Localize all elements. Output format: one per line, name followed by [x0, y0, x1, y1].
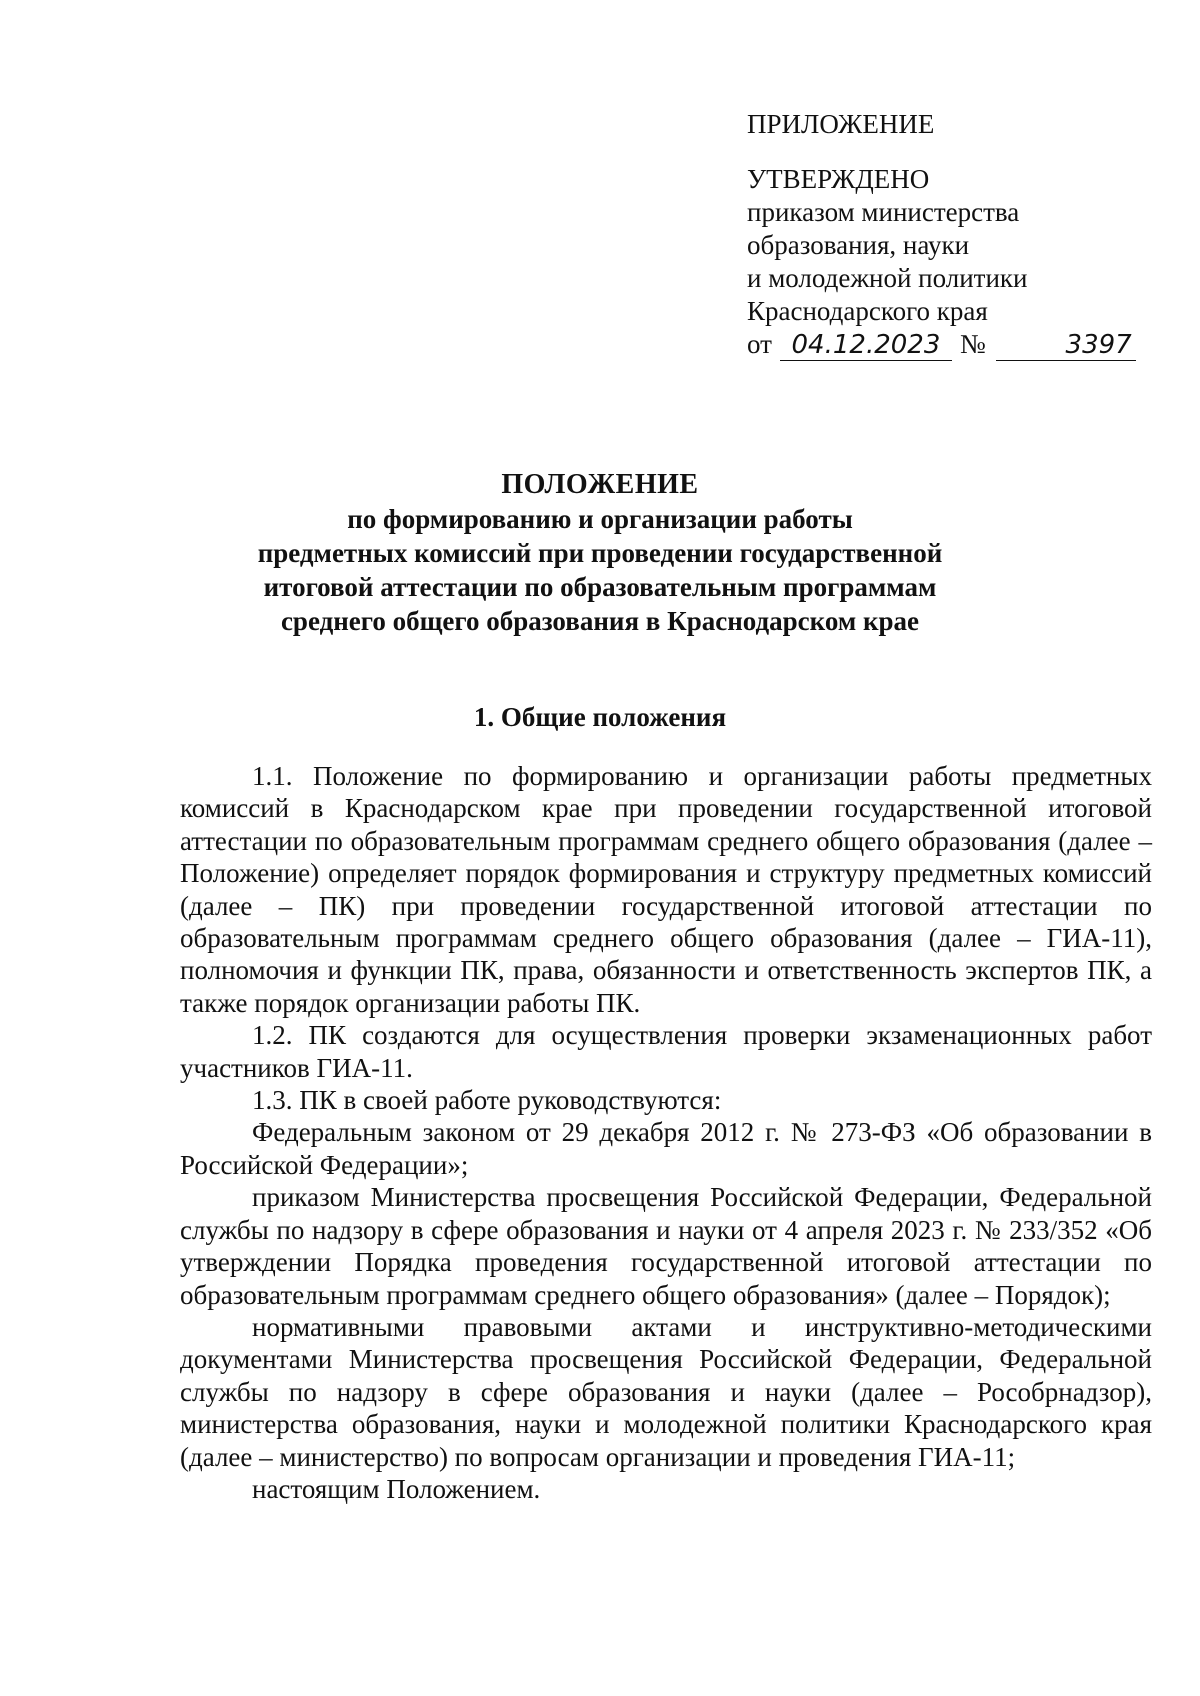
document-title — [150, 468, 1050, 638]
title-line: по формированию и организации работы — [347, 504, 853, 534]
order-number-sign: № — [959, 329, 986, 359]
approval-line: Краснодарского края — [747, 296, 988, 326]
order-number-handwritten: 3397 — [996, 330, 1136, 361]
order-prefix: от — [747, 329, 772, 359]
section-body — [180, 760, 1152, 1505]
section-heading: 1. Общие положения — [473, 702, 727, 732]
title-line: предметных комиссий при проведении государственной — [257, 538, 943, 568]
title-main: ПОЛОЖЕНИЕ — [501, 469, 699, 500]
order-date-handwritten: 04.12.2023 — [780, 330, 952, 361]
approval-stamp-block — [747, 108, 1147, 361]
paragraph: 1.2. ПК создаются для осуществления проверки экзаменационных работ участников ГИА-11. — [180, 1020, 1152, 1083]
approval-line: образования, науки — [747, 230, 970, 260]
paragraph: настоящим Положением. — [252, 1473, 541, 1504]
order-reference — [747, 328, 1147, 361]
paragraph: Федеральным законом от 29 декабря 2012 г. № 273-ФЗ «Об образовании в Российской Федерации»; — [180, 1117, 1152, 1180]
approved-label: УТВЕРЖДЕНО — [747, 164, 930, 194]
paragraph: нормативными правовыми актами и инструктивно-методическими документами Министерства просвещения Российской Федерации, Федеральной службы по надзору в сфере образования и науки (далее – Рособрнадзор), министерства образования, науки и молодежной политики Краснодарского края (далее – министерство) по вопросам организации и проведения ГИА-11; — [180, 1311, 1152, 1472]
approval-line: и молодежной политики — [747, 263, 1028, 293]
paragraph: 1.1. Положение по формированию и организации работы предметных комиссий в Краснодарском крае при проведении государственной итоговой аттестации по образовательным программам среднего общего образования (далее – Положение) определяет порядок формирования и структуру предметных комиссий (далее – ПК) при проведении государственной итоговой аттестации по образовательным программам среднего общего образования (далее – ГИА-11), полномочия и функции ПК, права, обязанности и ответственность экспертов ПК, а также порядок организации работы ПК. — [180, 761, 1152, 1018]
title-line: итоговой аттестации по образовательным программам — [263, 572, 937, 602]
paragraph: 1.3. ПК в своей работе руководствуются: — [252, 1085, 722, 1116]
approval-line: приказом министерства — [747, 197, 1020, 227]
title-line: среднего общего образования в Краснодарском крае — [280, 606, 920, 636]
appendix-label: ПРИЛОЖЕНИЕ — [747, 109, 935, 139]
paragraph: приказом Министерства просвещения Российской Федерации, Федеральной службы по надзору в сфере образования и науки от 4 апреля 2023 г. № 233/352 «Об утверждении Порядка проведения государственной итоговой аттестации по образовательным программам среднего общего образования» (далее – Порядок); — [180, 1182, 1152, 1310]
